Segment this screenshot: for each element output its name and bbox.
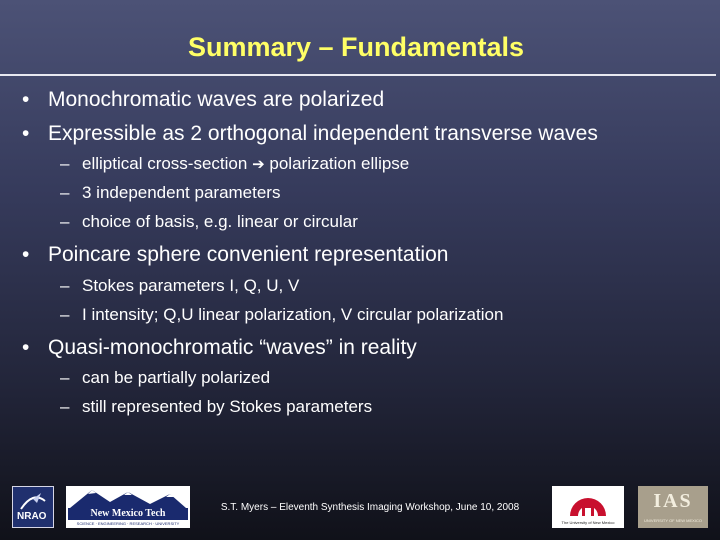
slide-title: Summary – Fundamentals xyxy=(187,32,525,62)
dash-marker: – xyxy=(60,276,70,295)
nrao-logo-text: NRAO xyxy=(17,511,47,522)
sub-bullet-item xyxy=(60,154,409,175)
bullet-text: Monochromatic waves are polarized xyxy=(48,88,385,111)
dash-marker: – xyxy=(60,212,70,231)
sub-bullet-text: 3 independent parameters xyxy=(82,183,281,202)
bullet-marker: • xyxy=(22,243,30,266)
nrao-logo-icon xyxy=(12,486,54,528)
bullet-item xyxy=(22,243,448,267)
bullet-item xyxy=(22,88,384,112)
sub-bullet-item xyxy=(60,368,270,388)
bullet-text: Quasi-monochromatic “waves” in reality xyxy=(48,336,417,359)
sub-bullet-item xyxy=(60,183,280,203)
right-arrow-icon: ➔ xyxy=(252,156,265,173)
sub-bullet-text: elliptical cross-section xyxy=(82,154,248,173)
sub-bullet-text: I intensity; Q,U linear polarization, V circular polarization xyxy=(82,305,504,324)
sub-bullet-item xyxy=(60,305,503,325)
sub-bullet-text: choice of basis, e.g. linear or circular xyxy=(82,212,358,231)
sub-bullet-item xyxy=(60,276,299,296)
sub-bullet-text: Stokes parameters I, Q, U, V xyxy=(82,276,300,295)
sub-bullet-text: polarization ellipse xyxy=(269,154,410,173)
dash-marker: – xyxy=(60,183,70,202)
bullet-marker: • xyxy=(22,88,30,111)
dash-marker: – xyxy=(60,397,70,416)
bullet-text: Poincare sphere convenient representation xyxy=(48,243,449,266)
sub-bullet-item xyxy=(60,397,372,417)
new-mexico-tech-name: New Mexico Tech xyxy=(68,508,188,520)
bullet-item xyxy=(22,122,598,146)
sub-bullet-text: still represented by Stokes parameters xyxy=(82,397,373,416)
ias-logo-icon xyxy=(638,486,708,528)
bullet-item xyxy=(22,336,417,360)
dash-marker: – xyxy=(60,154,70,173)
ias-logo-text: UNIVERSITY OF NEW MEXICO xyxy=(644,518,702,523)
new-mexico-tech-logo-icon xyxy=(66,486,190,528)
unm-logo-icon xyxy=(552,486,624,528)
slide-footer: S.T. Myers – Eleventh Synthesis Imaging Workshop, June 10, 2008 xyxy=(220,502,520,513)
bullet-marker: • xyxy=(22,336,30,359)
sub-bullet-item xyxy=(60,212,358,232)
bullet-text: Expressible as 2 orthogonal independent transverse waves xyxy=(48,122,598,145)
unm-logo-text: The University of New Mexico xyxy=(561,520,615,525)
sub-bullet-text: can be partially polarized xyxy=(82,368,271,387)
dash-marker: – xyxy=(60,305,70,324)
ias-logo-name: IAS xyxy=(653,490,693,512)
bullet-marker: • xyxy=(22,122,30,145)
dash-marker: – xyxy=(60,368,70,387)
new-mexico-tech-tagline: SCIENCE · ENGINEERING · RESEARCH · UNIVERSITY xyxy=(76,521,180,526)
